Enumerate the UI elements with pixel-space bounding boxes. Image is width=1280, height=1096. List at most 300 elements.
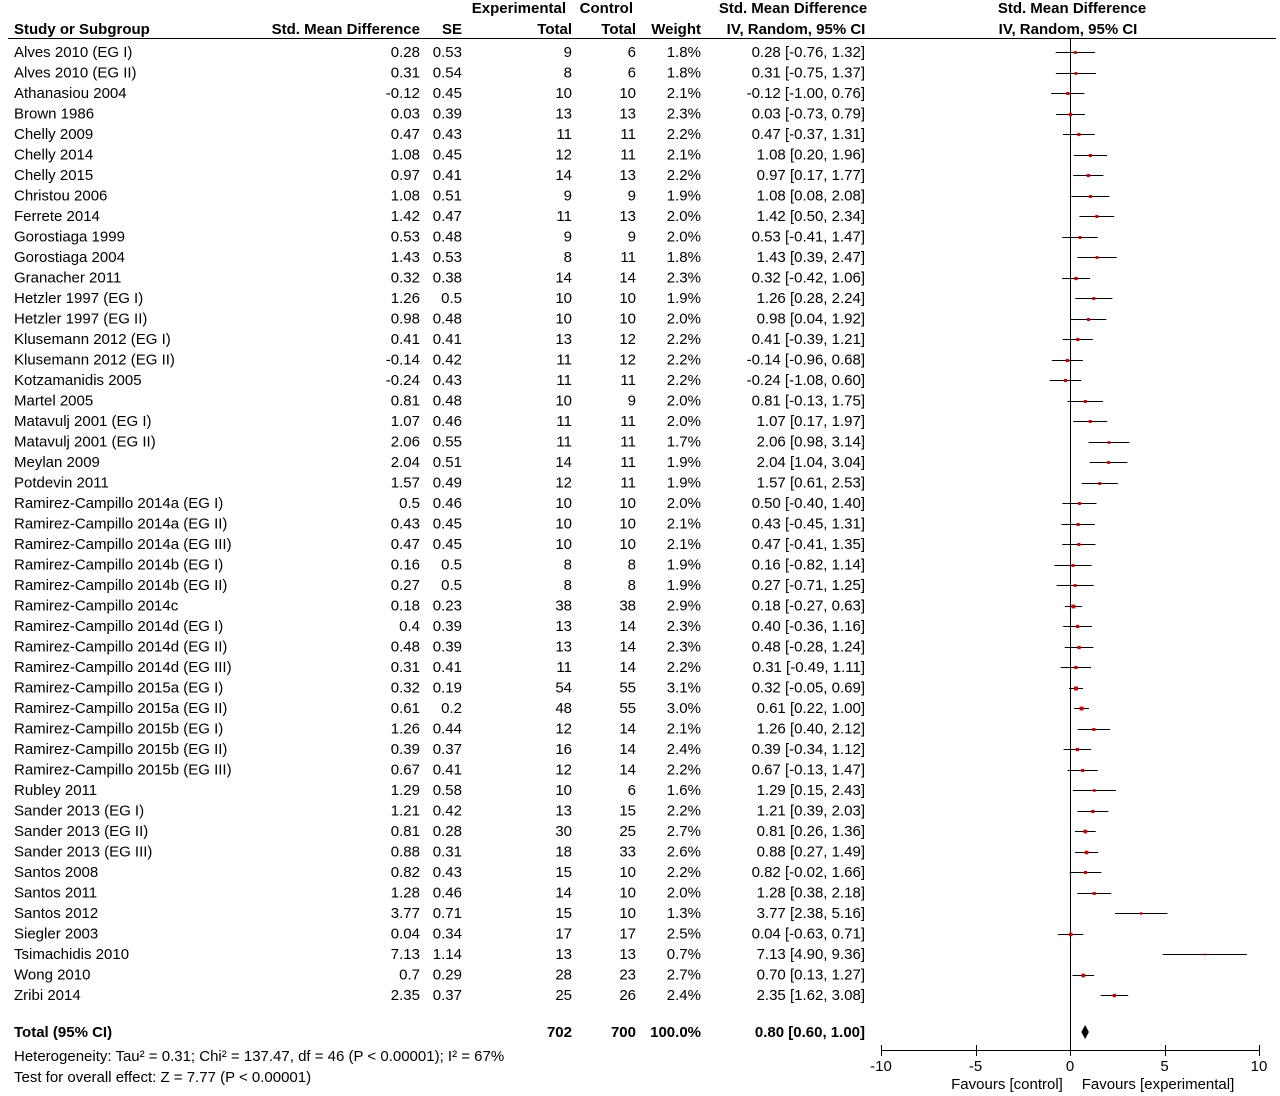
study-name: Ramirez-Campillo 2015b (EG I)	[14, 720, 224, 738]
study-name: Meylan 2009	[14, 454, 100, 471]
study-se: 0.47	[432, 208, 462, 225]
study-se: 0.2	[441, 700, 462, 717]
effect-square	[1064, 379, 1067, 382]
study-smd: 0.67	[390, 761, 420, 779]
study-smd: 0.5	[399, 495, 420, 512]
study-name: Sander 2013 (EG III)	[14, 843, 153, 861]
x-axis-tick-label: 10	[1250, 1058, 1268, 1075]
study-ci: 0.67 [-0.13, 1.47]	[751, 761, 865, 779]
study-ctrl-total: 6	[627, 44, 636, 61]
study-row	[14, 946, 865, 963]
study-row	[14, 475, 865, 492]
study-row	[14, 536, 865, 553]
study-se: 0.53	[432, 249, 462, 266]
study-exp-total: 8	[563, 249, 572, 266]
study-smd: 0.61	[390, 700, 420, 717]
study-row	[14, 782, 865, 799]
study-name: Ramirez-Campillo 2015a (EG I)	[14, 679, 224, 697]
study-weight: 2.2%	[666, 864, 701, 881]
study-exp-total: 17	[555, 925, 572, 943]
study-exp-total: 54	[555, 679, 572, 697]
study-ctrl-total: 14	[619, 269, 636, 287]
study-exp-total: 8	[563, 64, 572, 82]
study-name: Hetzler 1997 (EG II)	[14, 310, 148, 328]
study-se: 0.5	[441, 290, 462, 307]
study-ci: 0.16 [-0.82, 1.14]	[751, 556, 865, 574]
study-ctrl-total: 12	[619, 351, 636, 369]
effect-square	[1077, 543, 1080, 546]
study-ctrl-total: 10	[619, 495, 636, 512]
study-name: Alves 2010 (EG II)	[14, 64, 137, 82]
study-ctrl-total: 10	[619, 85, 636, 102]
study-ctrl-total: 10	[619, 884, 636, 902]
study-row	[14, 167, 865, 184]
study-weight: 1.8%	[666, 44, 701, 61]
study-ci: 3.77 [2.38, 5.16]	[756, 905, 865, 922]
x-axis-tick-label: 0	[1065, 1058, 1075, 1075]
study-weight: 2.0%	[666, 495, 701, 512]
study-weight: 2.3%	[666, 269, 701, 287]
study-row	[14, 905, 865, 922]
study-exp-total: 11	[556, 413, 572, 430]
study-exp-total: 10	[555, 495, 572, 512]
study-weight: 2.2%	[666, 331, 701, 348]
study-ctrl-total: 9	[627, 228, 636, 246]
effect-square	[1091, 810, 1094, 813]
study-ctrl-total: 14	[619, 720, 636, 738]
effect-square	[1074, 666, 1077, 669]
study-ci: 1.28 [0.38, 2.18]	[756, 884, 865, 902]
study-smd: 0.98	[390, 310, 420, 328]
study-smd: 0.28	[390, 44, 420, 61]
study-weight: 1.9%	[666, 454, 701, 471]
study-se: 0.49	[432, 474, 462, 492]
study-se: 0.46	[432, 495, 462, 512]
study-row	[14, 44, 865, 61]
study-ctrl-total: 11	[620, 474, 636, 492]
study-se: 0.37	[432, 741, 462, 758]
study-ctrl-total: 26	[619, 987, 636, 1004]
study-name: Granacher 2011	[14, 269, 122, 287]
study-se: 0.45	[432, 536, 462, 553]
study-weight: 2.6%	[666, 843, 701, 861]
study-name: Ramirez-Campillo 2014a (EG II)	[14, 515, 228, 533]
study-name: Christou 2006	[14, 187, 108, 205]
study-smd: 0.97	[390, 167, 420, 184]
study-smd: 0.7	[399, 966, 420, 984]
study-ci: 0.18 [-0.27, 0.63]	[751, 597, 865, 615]
study-name: Ramirez-Campillo 2015b (EG III)	[14, 761, 232, 779]
study-se: 0.53	[432, 44, 462, 61]
study-exp-total: 11	[556, 208, 572, 225]
study-row	[14, 290, 865, 307]
study-row	[14, 639, 865, 656]
effect-square	[1076, 625, 1079, 628]
study-smd: 1.26	[390, 720, 420, 738]
study-exp-total: 13	[555, 638, 572, 656]
study-ctrl-total: 14	[619, 618, 636, 635]
study-row	[14, 618, 865, 635]
study-ci: 2.35 [1.62, 3.08]	[756, 987, 865, 1004]
study-smd: 0.31	[390, 659, 420, 676]
study-exp-total: 30	[555, 823, 572, 840]
study-se: 0.51	[432, 187, 462, 205]
study-ctrl-total: 15	[619, 802, 636, 820]
study-name: Ramirez-Campillo 2015b (EG II)	[14, 741, 228, 758]
study-ctrl-total: 33	[619, 843, 636, 861]
effect-square	[1092, 728, 1095, 731]
study-se: 0.45	[432, 85, 462, 102]
heterogeneity-text: Heterogeneity: Tau² = 0.31; Chi² = 137.47, df = 46 (P < 0.00001); I² = 67%	[14, 1048, 505, 1065]
header-smd: Std. Mean Difference	[271, 21, 420, 38]
study-name: Ramirez-Campillo 2014a (EG I)	[14, 495, 224, 512]
study-row	[14, 577, 865, 594]
study-smd: 0.81	[390, 823, 420, 840]
study-name: Brown 1986	[14, 105, 95, 123]
study-ci: 1.21 [0.39, 2.03]	[756, 802, 865, 820]
study-row	[14, 147, 865, 164]
study-ctrl-total: 25	[619, 823, 636, 840]
study-exp-total: 12	[555, 146, 572, 164]
study-weight: 1.9%	[666, 290, 701, 307]
study-ctrl-total: 13	[619, 946, 636, 963]
study-row	[14, 270, 865, 287]
study-weight: 2.1%	[666, 536, 701, 553]
effect-square	[1076, 748, 1079, 751]
study-smd: 0.31	[390, 64, 420, 82]
study-weight: 1.9%	[666, 556, 701, 574]
study-ci: 0.40 [-0.36, 1.16]	[751, 618, 865, 635]
study-ctrl-total: 13	[619, 167, 636, 184]
study-row	[14, 352, 865, 369]
study-exp-total: 12	[555, 761, 572, 779]
study-name: Klusemann 2012 (EG I)	[14, 331, 171, 348]
study-ci: 0.88 [0.27, 1.49]	[756, 843, 865, 861]
study-smd: 0.39	[390, 741, 420, 758]
study-exp-total: 9	[563, 228, 572, 246]
study-smd: 0.32	[390, 679, 420, 697]
study-row	[14, 413, 865, 430]
study-name: Rubley 2011	[14, 782, 98, 799]
study-weight: 1.7%	[666, 433, 701, 451]
effect-square	[1098, 482, 1101, 485]
favours-control-label: Favours [control]	[951, 1076, 1063, 1093]
effect-square	[1081, 769, 1084, 772]
study-name: Siegler 2003	[14, 925, 99, 943]
study-name: Santos 2008	[14, 864, 99, 881]
study-se: 0.48	[432, 310, 462, 328]
study-smd: 0.18	[390, 597, 420, 615]
study-ci: 0.03 [-0.73, 0.79]	[751, 105, 865, 123]
study-ci: 0.28 [-0.76, 1.32]	[751, 44, 865, 61]
study-row	[14, 598, 865, 615]
study-ctrl-total: 11	[620, 413, 636, 430]
header-ci-title: Std. Mean Difference	[718, 0, 868, 17]
study-smd: 0.43	[390, 515, 420, 533]
study-smd: 7.13	[390, 946, 420, 963]
header-plot-title: Std. Mean Difference	[997, 0, 1147, 17]
header-se: SE	[441, 21, 462, 38]
effect-square	[1096, 256, 1099, 259]
study-se: 0.42	[432, 351, 462, 369]
study-smd: 1.08	[390, 187, 420, 205]
study-name: Zribi 2014	[14, 987, 81, 1004]
x-axis-tick-label: -5	[968, 1058, 983, 1075]
study-row	[14, 926, 865, 943]
study-ci: -0.12 [-1.00, 0.76]	[746, 85, 865, 102]
effect-square	[1071, 605, 1075, 609]
x-axis	[870, 1045, 1267, 1075]
favours-experimental-label: Favours [experimental]	[1081, 1076, 1235, 1093]
study-exp-total: 28	[555, 966, 572, 984]
study-ctrl-total: 11	[620, 146, 636, 164]
study-weight: 2.0%	[666, 392, 701, 410]
study-weight: 2.3%	[666, 618, 701, 635]
effect-square	[1089, 154, 1092, 157]
effect-square	[1093, 892, 1096, 895]
study-row	[14, 331, 865, 348]
study-name: Ramirez-Campillo 2014b (EG I)	[14, 556, 224, 574]
study-name: Ramirez-Campillo 2014b (EG II)	[14, 577, 228, 594]
study-exp-total: 13	[555, 105, 572, 123]
study-ctrl-total: 14	[619, 761, 636, 779]
header-weight: Weight	[651, 21, 701, 38]
study-ctrl-total: 9	[627, 392, 636, 410]
study-row	[14, 311, 865, 328]
effect-square	[1074, 51, 1077, 54]
study-exp-total: 10	[555, 782, 572, 799]
study-name: Gorostiaga 1999	[14, 228, 125, 246]
overall-effect-text: Test for overall effect: Z = 7.77 (P < 0.00001)	[14, 1069, 312, 1086]
study-smd: 1.29	[390, 782, 420, 799]
study-ci: 1.07 [0.17, 1.97]	[756, 413, 865, 430]
study-name: Santos 2011	[14, 884, 98, 902]
study-ctrl-total: 11	[620, 126, 636, 143]
study-weight: 1.8%	[666, 64, 701, 82]
effect-square	[1074, 687, 1078, 691]
study-weight: 2.1%	[666, 146, 701, 164]
effect-square	[1069, 113, 1072, 116]
x-axis-tick-label: -10	[870, 1058, 892, 1075]
study-name: Potdevin 2011	[14, 474, 109, 492]
study-ctrl-total: 9	[627, 187, 636, 205]
study-ctrl-total: 10	[619, 515, 636, 533]
effect-square	[1080, 707, 1084, 711]
study-smd: 1.43	[390, 249, 420, 266]
study-smd: 2.04	[390, 454, 420, 471]
study-exp-total: 11	[556, 659, 572, 676]
study-ctrl-total: 14	[619, 659, 636, 676]
study-weight: 2.3%	[666, 105, 701, 123]
effect-square	[1078, 502, 1081, 505]
study-se: 0.34	[432, 925, 462, 943]
study-weight: 2.7%	[666, 966, 701, 984]
study-ctrl-total: 10	[619, 310, 636, 328]
study-name: Ferrete 2014	[14, 208, 100, 225]
study-ci: 0.48 [-0.28, 1.24]	[751, 638, 865, 656]
study-name: Ramirez-Campillo 2014a (EG III)	[14, 536, 232, 553]
study-name: Ramirez-Campillo 2014d (EG III)	[14, 659, 232, 676]
study-name: Ramirez-Campillo 2014d (EG I)	[14, 618, 224, 635]
study-se: 0.58	[432, 782, 462, 799]
study-smd: 1.42	[390, 208, 420, 225]
study-name: Ramirez-Campillo 2014c	[14, 597, 179, 615]
study-smd: 0.82	[390, 864, 420, 881]
study-weight: 2.2%	[666, 167, 701, 184]
study-exp-total: 10	[555, 310, 572, 328]
study-ctrl-total: 12	[619, 331, 636, 348]
study-ctrl-total: 10	[619, 536, 636, 553]
study-name: Martel 2005	[14, 392, 94, 410]
study-ctrl-total: 13	[619, 105, 636, 123]
study-exp-total: 10	[555, 515, 572, 533]
study-exp-total: 8	[563, 556, 572, 574]
study-smd: 0.04	[390, 925, 420, 943]
study-ci: 1.57 [0.61, 2.53]	[756, 474, 865, 492]
study-smd: 0.47	[390, 126, 420, 143]
table-header	[14, 0, 1146, 38]
study-ctrl-total: 11	[620, 249, 636, 266]
study-ci: 0.82 [-0.02, 1.66]	[751, 864, 865, 881]
header-experimental: Experimental	[471, 0, 566, 17]
study-ctrl-total: 23	[619, 966, 636, 984]
study-row	[14, 495, 865, 512]
study-weight: 2.2%	[666, 372, 701, 389]
study-name: Matavulj 2001 (EG II)	[14, 433, 156, 451]
study-ci: 0.04 [-0.63, 0.71]	[751, 925, 865, 943]
study-se: 0.41	[432, 167, 462, 184]
header-study: Study or Subgroup	[14, 21, 150, 38]
study-ctrl-total: 8	[627, 577, 636, 594]
study-ctrl-total: 14	[619, 741, 636, 758]
effect-square	[1077, 646, 1080, 649]
study-weight: 2.1%	[666, 515, 701, 533]
study-row	[14, 987, 865, 1004]
study-se: 0.55	[432, 433, 462, 451]
study-smd: 0.03	[390, 105, 420, 123]
study-ctrl-total: 11	[620, 372, 636, 389]
study-weight: 2.2%	[666, 659, 701, 676]
study-weight: 2.9%	[666, 597, 701, 615]
study-name: Chelly 2009	[14, 126, 94, 143]
effect-square	[1069, 933, 1072, 936]
study-ctrl-total: 14	[619, 638, 636, 656]
study-row	[14, 516, 865, 533]
study-weight: 1.6%	[666, 782, 701, 799]
study-row	[14, 762, 865, 779]
study-ci: 0.47 [-0.37, 1.31]	[751, 126, 865, 143]
study-exp-total: 11	[556, 372, 572, 389]
study-ci: 0.31 [-0.49, 1.11]	[752, 659, 865, 676]
study-se: 0.39	[432, 618, 462, 635]
study-name: Ramirez-Campillo 2015a (EG II)	[14, 700, 228, 717]
study-exp-total: 16	[555, 741, 572, 758]
total-row	[14, 1024, 865, 1041]
study-smd: 1.07	[390, 413, 420, 430]
study-row	[14, 85, 865, 102]
study-exp-total: 25	[555, 987, 572, 1004]
total-ctrl-total: 700	[610, 1024, 636, 1041]
study-row	[14, 249, 865, 266]
study-exp-total: 10	[555, 392, 572, 410]
study-name: Wong 2010	[14, 966, 91, 984]
study-se: 0.5	[441, 577, 462, 594]
effect-square	[1095, 215, 1098, 218]
study-ctrl-total: 13	[619, 208, 636, 225]
study-weight: 3.0%	[666, 700, 701, 717]
study-se: 0.46	[432, 884, 462, 902]
study-smd: 0.4	[399, 618, 420, 635]
study-exp-total: 15	[555, 905, 572, 922]
study-exp-total: 14	[555, 167, 572, 184]
study-row	[14, 823, 865, 840]
study-weight: 2.0%	[666, 884, 701, 902]
study-smd: 2.06	[390, 433, 420, 451]
effect-square	[1140, 912, 1142, 914]
effect-square	[1077, 133, 1080, 136]
study-se: 0.43	[432, 126, 462, 143]
study-ci: 0.39 [-0.34, 1.12]	[751, 741, 865, 758]
effect-square	[1077, 523, 1080, 526]
study-exp-total: 9	[563, 44, 572, 61]
effect-square	[1107, 461, 1110, 464]
study-smd: 0.32	[390, 269, 420, 287]
study-row	[14, 557, 865, 574]
study-rows	[14, 44, 865, 1004]
study-row	[14, 229, 865, 246]
effect-square	[1085, 851, 1089, 855]
study-name: Sander 2013 (EG I)	[14, 802, 145, 820]
effect-square	[1074, 72, 1077, 75]
study-smd: -0.14	[385, 351, 420, 369]
study-smd: -0.24	[385, 372, 420, 389]
study-name: Alves 2010 (EG I)	[14, 44, 133, 61]
study-name: Gorostiaga 2004	[14, 249, 125, 266]
study-smd: 1.26	[390, 290, 420, 307]
study-se: 0.45	[432, 146, 462, 164]
study-weight: 1.8%	[666, 249, 701, 266]
study-se: 0.43	[432, 864, 462, 881]
study-ci: 2.04 [1.04, 3.04]	[756, 454, 865, 471]
effect-square	[1084, 400, 1087, 403]
study-ci: 0.50 [-0.40, 1.40]	[751, 495, 865, 512]
study-row	[14, 864, 865, 881]
effect-square	[1087, 318, 1090, 321]
study-name: Tsimachidis 2010	[14, 946, 130, 963]
study-exp-total: 14	[555, 454, 572, 471]
study-ci: 0.47 [-0.41, 1.35]	[751, 536, 865, 553]
study-exp-total: 14	[555, 884, 572, 902]
effect-square	[1087, 174, 1090, 177]
effect-square	[1066, 359, 1069, 362]
study-row	[14, 126, 865, 143]
effect-square	[1113, 994, 1116, 997]
study-ci: 0.32 [-0.42, 1.06]	[751, 269, 865, 287]
study-smd: 1.57	[390, 474, 420, 492]
study-ci: 0.98 [0.04, 1.92]	[756, 310, 865, 328]
study-smd: 0.48	[390, 638, 420, 656]
study-ci: 0.53 [-0.41, 1.47]	[751, 228, 865, 246]
study-row	[14, 680, 865, 697]
header-ctrl-total: Total	[601, 21, 636, 38]
study-exp-total: 13	[555, 946, 572, 963]
study-row	[14, 700, 865, 717]
study-smd: 1.21	[390, 802, 420, 820]
study-ci: 1.29 [0.15, 2.43]	[756, 782, 865, 799]
total-label: Total (95% CI)	[14, 1024, 113, 1041]
study-ci: 2.06 [0.98, 3.14]	[756, 433, 865, 451]
study-row	[14, 372, 865, 389]
